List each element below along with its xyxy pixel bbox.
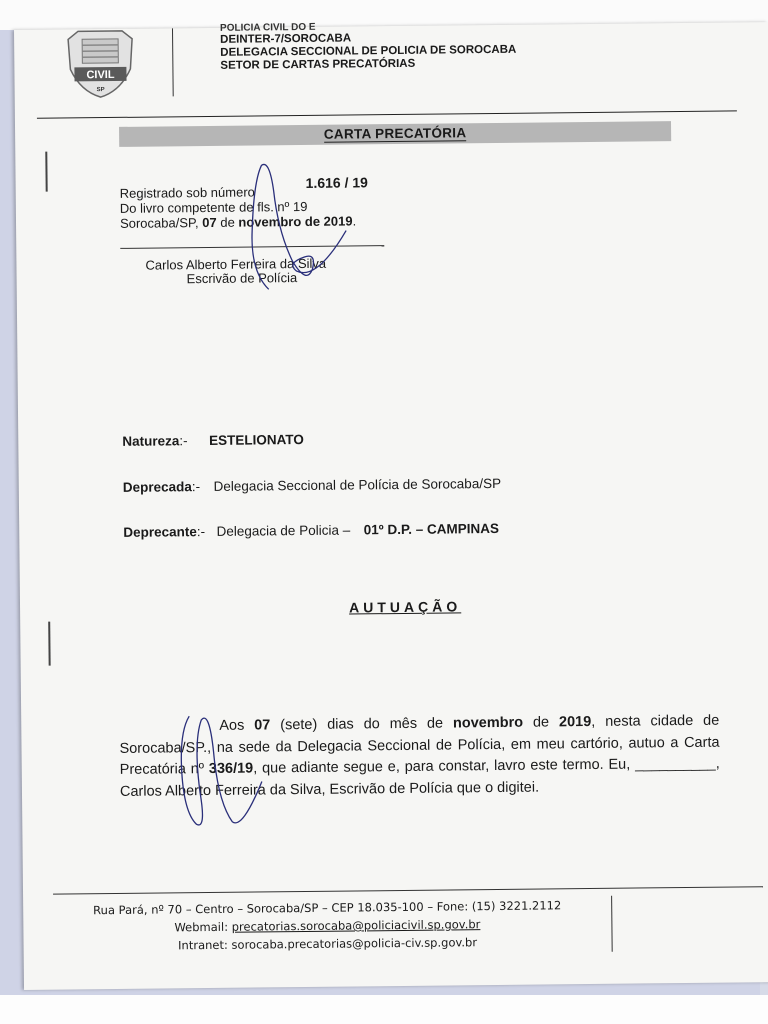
signer-role: Escrivão de Polícia — [186, 270, 298, 287]
field-deprecada: Deprecada:- Delegacia Seccional de Polícia de Sorocaba/SP — [122, 475, 502, 495]
badge-sub: SP — [96, 87, 105, 94]
footer — [77, 896, 578, 955]
margin-mark — [48, 622, 50, 666]
header-divider — [172, 28, 174, 96]
field-deprecante: Deprecante:- Delegacia de Policia – 01º D.P. – CAMPINAS — [123, 520, 500, 540]
signer-name: Carlos Alberto Ferreira da Silva — [145, 255, 327, 273]
footer-divider — [611, 896, 613, 952]
header-line-1: DEINTER-7/SOROCABA — [220, 32, 352, 46]
footer-webmail: Webmail: precatorias.sorocaba@policiacivil.sp.gov.br — [174, 917, 481, 935]
title-bar — [119, 121, 671, 147]
footer-rule — [53, 886, 763, 894]
margin-mark — [45, 152, 47, 192]
document-page — [14, 22, 768, 990]
header-line-partial: POLICIA CIVIL DO E — [219, 21, 316, 34]
registro-line-3: Sorocaba/SP, 07 de novembro de 2019. — [119, 213, 357, 231]
registro-line-2: Do livro competente de fls. nº 19 — [119, 198, 308, 216]
footer-intranet: Intranet: sorocaba.precatorias@policia-civ.sp.gov.br — [178, 935, 478, 953]
autuacao-paragraph: Aos 07 (sete) dias do mês de novembro de 2019, nesta cidade de Sorocaba/SP., na sede da Delegacia Seccional de Polícia, em meu cartório, autuo a Carta Precatória nº 336/19, que adiante segue e, para constar, lavro este termo. Eu, __________, Carlos Alberto Ferreira da Silva, Escrivão de Polícia que o digitei. — [119, 712, 720, 800]
header-line-3: SETOR DE CARTAS PRECATÓRIAS — [220, 57, 416, 72]
bottom-margin — [0, 995, 768, 1024]
badge-text: CIVIL — [86, 68, 115, 82]
field-natureza: Natureza:- ESTELIONATO — [122, 431, 304, 449]
registro-line-1: Registrado sob número — [119, 184, 255, 201]
autuacao-heading: AUTUAÇÃO — [348, 598, 462, 616]
registro-number: 1.616 / 19 — [305, 174, 368, 191]
police-badge-icon — [60, 29, 141, 100]
document-title: CARTA PRECATÓRIA — [323, 125, 467, 142]
header-line-2: DELEGACIA SECCIONAL DE POLICIA DE SOROCABA — [220, 43, 517, 59]
header-rule — [37, 110, 737, 118]
signature-line — [120, 245, 384, 249]
footer-address: Rua Pará, nº 70 – Centro – Sorocaba/SP – CEP 18.035-100 – Fone: (15) 3221.2112 — [93, 898, 562, 918]
webmail-link[interactable]: precatorias.sorocaba@policiacivil.sp.gov.br — [231, 917, 481, 934]
